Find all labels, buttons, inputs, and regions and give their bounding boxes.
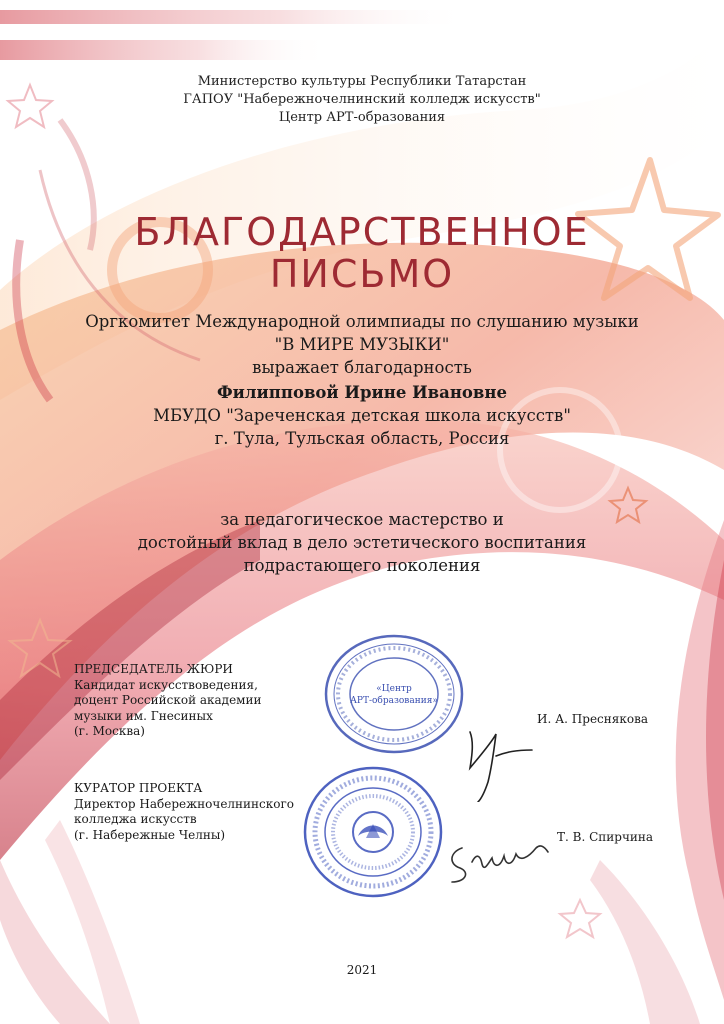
expresses-gratitude: выражает благодарность (252, 358, 472, 377)
svg-text:АРТ-образования»: АРТ-образования» (350, 696, 438, 706)
reason-line2: достойный вклад в дело эстетического воспитания (137, 533, 587, 552)
signatory-desc: (г. Москва) (74, 724, 145, 738)
signatory-name-jury-chair: И. А. Преснякова (537, 712, 648, 726)
recipient-school: МБУДО "Зареченская детская школа искусств" (153, 406, 571, 425)
recipient-name: Филипповой Ирине Ивановне (217, 383, 507, 402)
signature-curator-icon (444, 838, 552, 888)
signatory-desc: музыки им. Гнесиных (74, 708, 213, 723)
signature-jury-chair-icon (458, 716, 538, 802)
signatory-jury-chair (74, 662, 304, 740)
signatory-desc: колледжа искусств (74, 812, 197, 826)
organizer-line: Оргкомитет Международной олимпиады по слушанию музыки (85, 312, 639, 331)
signatory-role: ПРЕДСЕДАТЕЛЬ ЖЮРИ (74, 662, 233, 676)
reason-line1: за педагогическое мастерство и (220, 510, 504, 529)
stamp-college-seal-icon (302, 764, 444, 900)
signatory-desc: Директор Набережночелнинского (74, 796, 294, 811)
year: 2021 (346, 963, 378, 977)
signatory-project-curator (74, 781, 314, 843)
olympiad-name: "В МИРЕ МУЗЫКИ" (274, 335, 450, 354)
reason-line3: подрастающего поколения (243, 556, 481, 575)
signatory-desc: (г. Набережные Челны) (74, 827, 226, 842)
document-title-line2: ПИСЬМО (269, 252, 455, 296)
recipient-location: г. Тула, Тульская область, Россия (214, 429, 510, 448)
svg-text:«Центр: «Центр (376, 684, 412, 694)
college-line: ГАПОУ "Набережночелнинский колледж искусств" (183, 92, 541, 107)
signatory-desc: Кандидат искусствоведения, (74, 677, 258, 692)
ministry-line: Министерство культуры Республики Татарстан (197, 74, 527, 89)
signatory-role: КУРАТОР ПРОЕКТА (74, 781, 203, 795)
signatory-name-curator: Т. В. Спирчина (557, 830, 654, 844)
signatory-desc: доцент Российской академии (74, 693, 262, 707)
stamp-art-center-icon (322, 632, 466, 756)
document-title: БЛАГОДАРСТВЕННОЕ (134, 210, 590, 254)
center-line: Центр АРТ-образования (278, 110, 446, 125)
